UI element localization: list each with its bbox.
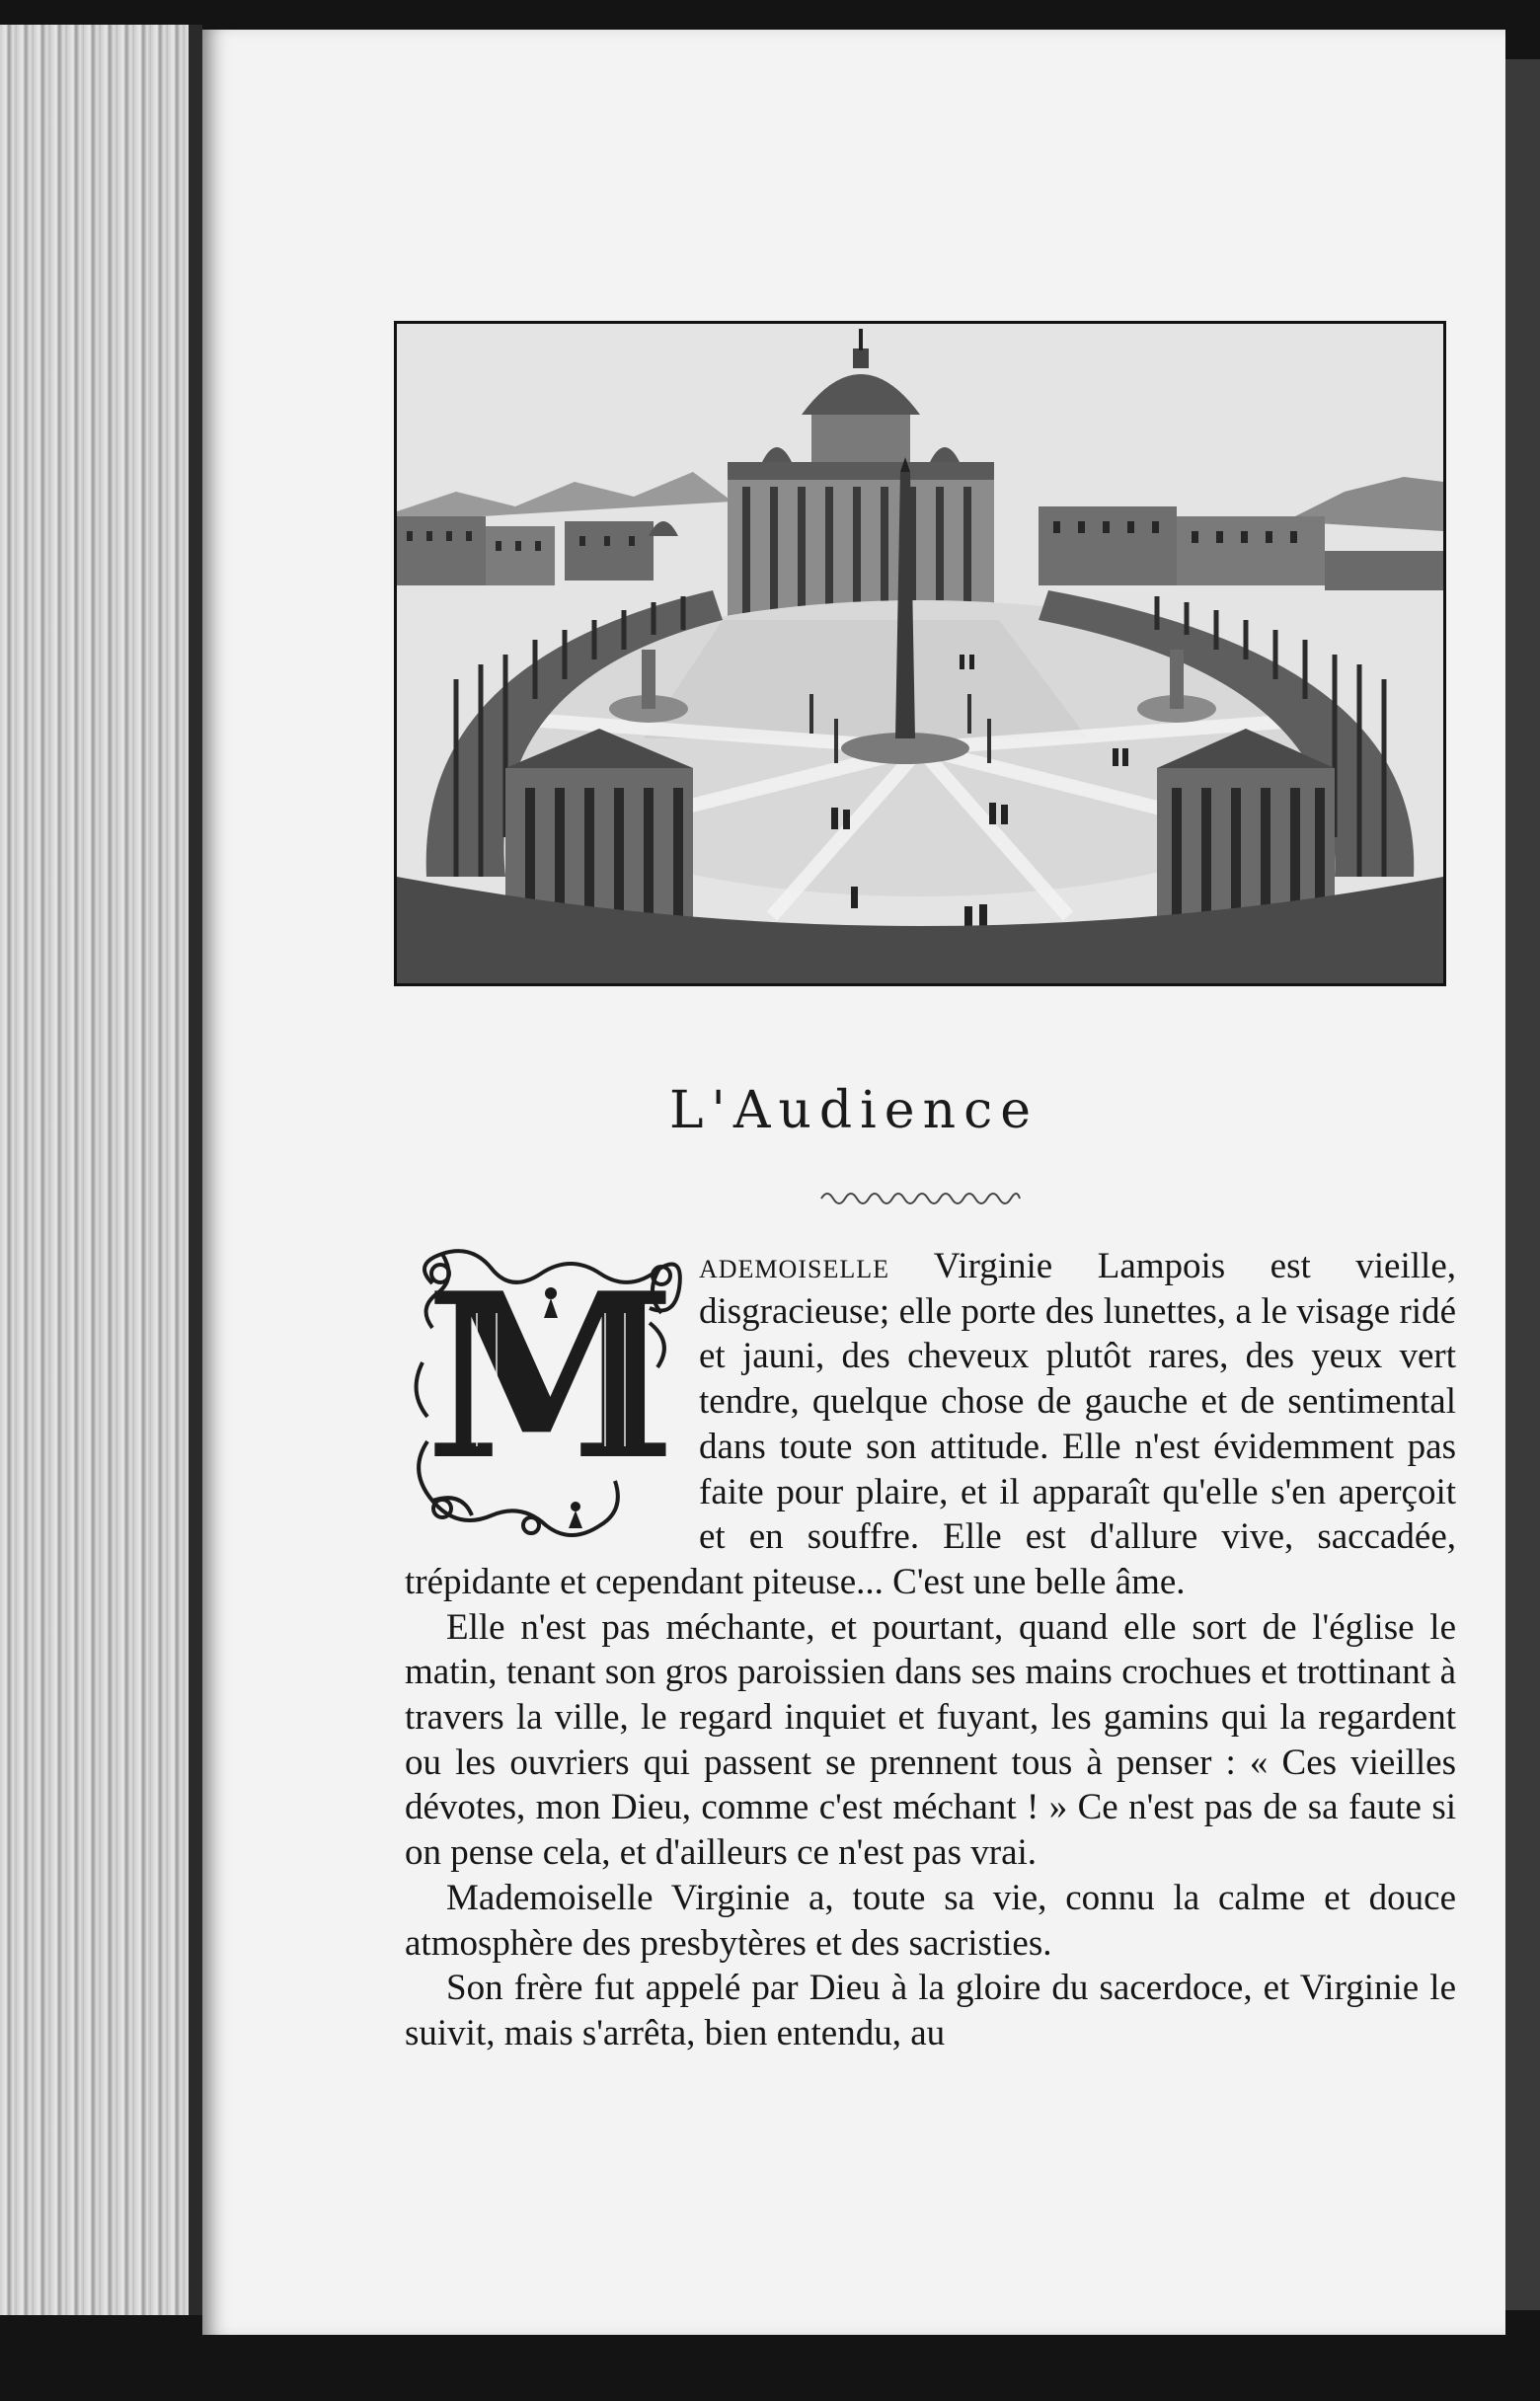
book-right-edge xyxy=(1505,59,1540,2310)
paragraph-3: Mademoiselle Virginie a, toute sa vie, connu la calme et douce atmosphère des presbytères et des sacristies. xyxy=(405,1877,1456,1964)
opening-text: Virginie Lampois est vieille, disgracieuse; elle porte des lunettes, a le visage ridé et jauni, des cheveux plutôt rares, des yeux vert tendre, quelque chose de gauche et de sentimental dans toute son attitude. Elle n'est évidemment pas faite pour plaire, et il apparaît qu'elle s'en aperçoit et en souffre. Elle est d'allure vive, saccadée, trépidante et cependant piteuse... C'est une belle âme. xyxy=(405,1246,1456,1602)
st-peters-square-engraving-icon xyxy=(394,321,1446,986)
book-page xyxy=(202,30,1505,2335)
paragraph-2: Elle n'est pas méchante, et pourtant, quand elle sort de l'église le matin, tenant son gros paroissien dans ses mains crochues et trottinant à travers la ville, le regard inquiet et fuyant, les gamins qui la regardent ou les ouvriers qui passent se prennent tous à penser : « Ces vieilles dévotes, mon Dieu, comme c'est méchant ! » Ce n'est pas de sa faute si on pense cela, et d'ailleurs ce n'est pas vrai. xyxy=(405,1606,1456,1874)
opening-smallcaps: ademoiselle xyxy=(699,1246,889,1286)
ornamental-drop-cap-icon xyxy=(403,1244,689,1546)
paragraph-4: Son frère fut appelé par Dieu à la gloire du sacerdoce, et Virginie le suivit, mais s'arrêta, bien entendu, au xyxy=(405,1968,1456,2053)
svg-text:M: M xyxy=(424,1244,677,1510)
wavy-divider-icon xyxy=(819,1187,1022,1210)
book-page-edges xyxy=(0,25,202,2315)
chapter-title: L'Audience xyxy=(669,1081,1039,1140)
chapter-body xyxy=(405,1244,1456,2056)
